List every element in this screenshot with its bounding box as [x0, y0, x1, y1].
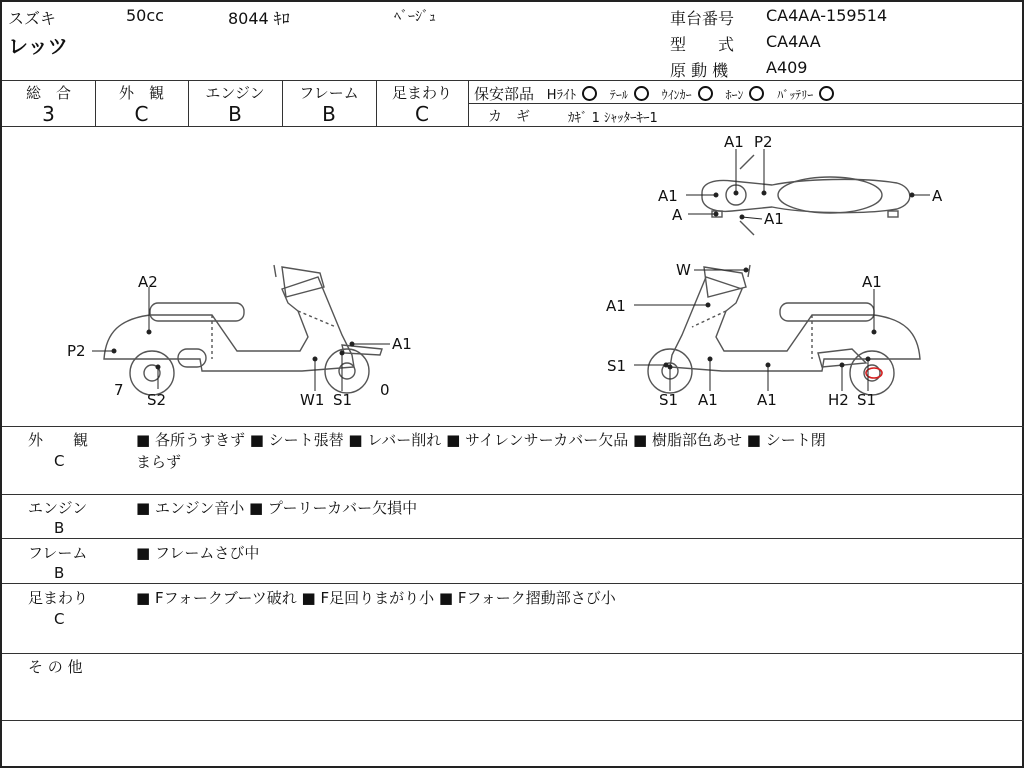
body-color: ﾍﾞｰｼﾞｭ	[394, 9, 436, 25]
left-view-rear-wheel	[130, 351, 174, 395]
scooter-damage-diagram	[2, 127, 1022, 425]
label-top-a1-left: A1	[658, 187, 678, 205]
remark-suspension-notes: ■ Fフォークブーツ破れ ■ F足回りまがり小 ■ Fフォーク摺動部さび小	[136, 589, 616, 607]
frame-number-label: 車台番号	[670, 9, 735, 28]
remark-engine-grade: B	[54, 519, 65, 537]
label-left-0: 0	[380, 381, 390, 399]
label-right-a1-rear: A1	[862, 273, 882, 291]
type-label: 型 式	[670, 35, 735, 54]
divider	[2, 426, 1024, 427]
grade-suspension-value: C	[415, 102, 429, 126]
type-value: CA4AA	[766, 32, 821, 51]
divider	[2, 538, 1024, 539]
label-left-p2: P2	[67, 342, 86, 360]
label-right-s1-bottom: S1	[659, 391, 679, 409]
divider	[2, 583, 1024, 584]
left-view-seat	[150, 303, 244, 321]
remark-exterior-notes-cont: まらず	[136, 453, 182, 471]
remark-suspension-grade: C	[54, 610, 65, 628]
label-right-s1-left: S1	[607, 357, 627, 375]
right-view-rear-wheel	[850, 351, 894, 395]
right-view-seat	[780, 303, 874, 321]
label-right-h2: H2	[828, 391, 849, 409]
grade-overall-label: 総 合	[25, 84, 71, 102]
displacement: 50cc	[126, 6, 164, 25]
engine-label: 原 動 機	[670, 61, 729, 80]
label-right-w: W	[676, 261, 691, 279]
label-top-a1-bottom: A1	[764, 210, 784, 228]
horn-ok-mark	[749, 86, 764, 101]
remark-exterior-title: 外 観	[28, 431, 89, 449]
divider	[2, 653, 1024, 654]
top-view-body	[702, 179, 910, 212]
safety-taillight-label: ﾃｰﾙ	[609, 88, 628, 102]
battery-ok-mark	[819, 86, 834, 101]
top-view-seat	[778, 177, 882, 213]
taillight-ok-mark	[634, 86, 649, 101]
label-right-a1-bottom2: A1	[757, 391, 777, 409]
safety-headlight-label: Hﾗｲﾄ	[546, 88, 577, 103]
maker-name: スズキ	[8, 9, 57, 28]
remark-suspension-title: 足まわり	[28, 589, 89, 607]
safety-parts-label: 保安部品	[474, 85, 535, 103]
left-view-body	[104, 277, 354, 371]
label-top-a-left: A	[672, 206, 683, 224]
grade-engine-value: B	[228, 102, 242, 126]
label-left-a1: A1	[392, 335, 412, 353]
mileage: 8044 ｷﾛ	[228, 9, 290, 28]
remark-other-title: そ の 他	[28, 658, 83, 676]
label-right-s1: S1	[857, 391, 877, 409]
engine-value: A409	[766, 58, 808, 77]
divider	[2, 720, 1024, 721]
label-top-a1: A1	[724, 133, 744, 151]
grade-frame-value: B	[322, 102, 336, 126]
remark-frame-grade: B	[54, 564, 65, 582]
remark-engine-notes: ■ エンジン音小 ■ プーリーカバー欠損中	[136, 499, 418, 517]
label-left-w1: W1	[300, 391, 325, 409]
safety-horn-label: ﾎｰﾝ	[725, 88, 744, 102]
left-view-front-wheel	[325, 349, 369, 393]
grade-overall-value: 3	[42, 102, 55, 126]
grade-engine-label: エンジン	[205, 84, 265, 102]
key-value: ｶｷﾞ 1 ｼｬｯﾀｰｷｰ1	[568, 111, 658, 126]
safety-parts-row	[474, 83, 842, 104]
model-name: レッツ	[8, 34, 68, 58]
label-top-a-right: A	[932, 187, 943, 205]
grade-exterior-label: 外 観	[118, 84, 164, 102]
safety-battery-label: ﾊﾞｯﾃﾘｰ	[777, 88, 814, 102]
remark-engine-title: エンジン	[28, 499, 88, 517]
label-left-a2: A2	[138, 273, 158, 291]
label-left-s2: S2	[147, 391, 167, 409]
grade-frame-label: フレーム	[299, 84, 359, 102]
headlight-ok-mark	[582, 86, 597, 101]
label-left-7: 7	[114, 381, 124, 399]
grade-suspension-label: 足まわり	[391, 84, 452, 102]
left-view-muffler	[178, 349, 206, 367]
frame-number: CA4AA-159514	[766, 6, 888, 25]
divider	[2, 80, 1024, 81]
key-label: カ ギ	[488, 109, 530, 125]
label-top-p2: P2	[754, 133, 773, 151]
grade-exterior-value: C	[134, 102, 149, 126]
label-right-a1-bottom1: A1	[698, 391, 718, 409]
remark-exterior-grade: C	[54, 452, 65, 470]
label-left-s1: S1	[333, 391, 353, 409]
remark-frame-title: フレーム	[28, 544, 88, 562]
divider	[2, 494, 1024, 495]
winker-ok-mark	[698, 86, 713, 101]
safety-winker-label: ｳｲﾝｶｰ	[661, 88, 692, 102]
remark-exterior-notes: ■ 各所うすきず ■ シート張替 ■ レバー削れ ■ サイレンサーカバー欠品 ■ 樹脂部色あせ ■ シート閉	[136, 431, 826, 449]
remark-frame-notes: ■ フレームさび中	[136, 544, 260, 562]
label-right-a1-upper: A1	[606, 297, 626, 315]
